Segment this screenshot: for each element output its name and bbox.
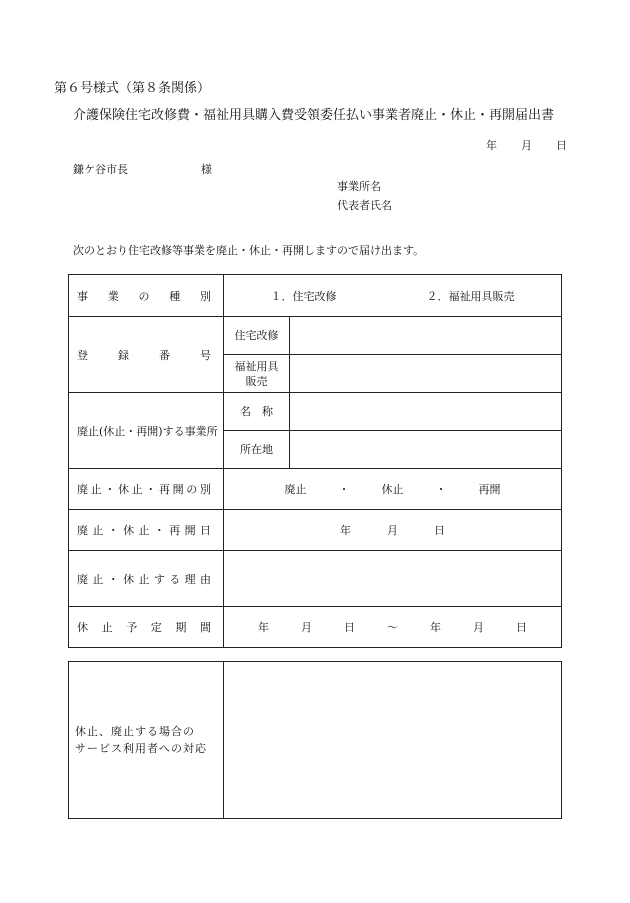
sub-label-location: 所在地 [224, 431, 290, 469]
label-char: 種 [169, 289, 181, 303]
label-char: 止 [92, 572, 104, 586]
row-date [69, 510, 562, 551]
label-period [69, 607, 224, 648]
category-options[interactable] [224, 469, 562, 510]
label-char: 開 [172, 483, 184, 496]
row-registration-1 [69, 317, 562, 355]
input-user-response[interactable] [224, 662, 562, 819]
label-office: 廃止(休止・再開)する事業所 [69, 393, 224, 469]
label-char: 廃 [77, 524, 88, 537]
date-month: 月 [521, 139, 532, 152]
label-char: の [138, 289, 150, 303]
period-start-month: 月 [301, 621, 312, 634]
input-registration-housing[interactable] [290, 317, 562, 355]
input-period[interactable] [224, 607, 562, 648]
label-char: 由 [200, 572, 211, 586]
label-char: 別 [200, 289, 211, 303]
period-start-day: 日 [344, 621, 355, 634]
input-office-name[interactable] [290, 393, 562, 431]
label-char: ・ [107, 524, 119, 537]
label-business-type [69, 275, 224, 317]
submission-date [486, 137, 567, 153]
sub-label-housing: 住宅改修 [224, 317, 290, 355]
label-char: 開 [184, 524, 196, 537]
business-type-options[interactable] [224, 275, 562, 317]
label-char: 予 [126, 621, 138, 634]
label-char: 止 [138, 572, 150, 586]
label-char: 日 [200, 524, 211, 537]
period-end-day: 日 [516, 621, 527, 634]
row-period [69, 607, 562, 648]
date-month: 月 [387, 524, 398, 537]
option-abolish: 廃止 [284, 483, 307, 496]
input-date[interactable] [224, 510, 562, 551]
label-user-response-line1: 休止、廃止する場合の [75, 725, 195, 738]
label-reason [69, 551, 224, 607]
label-date [69, 510, 224, 551]
label-char: 期 [175, 621, 187, 634]
sub-label-welfare-line2: 販売 [245, 374, 268, 388]
input-reason[interactable] [224, 551, 562, 607]
label-char: 業 [107, 289, 119, 303]
label-char: す [153, 572, 165, 586]
period-start-year: 年 [258, 621, 269, 634]
label-registration-number [69, 317, 224, 393]
office-name-label: 事業所名 [337, 180, 381, 193]
label-char: 定 [150, 621, 162, 634]
date-year: 年 [486, 139, 497, 152]
option-housing-renovation: １．住宅改修 [270, 289, 337, 303]
option-suspend: 休止 [381, 483, 404, 496]
label-char: 再 [169, 524, 181, 537]
addressee: 鎌ケ谷市長 [73, 163, 128, 176]
label-char: 休 [77, 621, 88, 634]
date-year: 年 [340, 524, 351, 537]
notice-text: 次のとおり住宅改修等事業を廃止・休止・再開しますので届け出ます。 [73, 244, 425, 257]
label-char: ・ [153, 524, 165, 537]
honorific: 様 [201, 163, 212, 176]
label-char: 号 [200, 348, 211, 362]
notification-table [68, 274, 562, 648]
period-end-year: 年 [430, 621, 441, 634]
sub-label-welfare-line1: 福祉用具 [234, 359, 279, 373]
representative-name-label: 代表者氏名 [337, 199, 392, 212]
label-char: 別 [199, 483, 211, 496]
period-end-month: 月 [473, 621, 484, 634]
label-char: 登 [77, 348, 88, 362]
label-user-response-line2: サービス利用者への対応 [75, 742, 207, 755]
period-tilde: ～ [387, 621, 398, 634]
label-char: ・ [107, 572, 119, 586]
label-char: 休 [123, 524, 135, 537]
row-office-name [69, 393, 562, 431]
row-category [69, 469, 562, 510]
separator: ・ [435, 483, 447, 496]
input-registration-welfare[interactable] [290, 355, 562, 393]
sub-label-welfare [224, 355, 290, 393]
date-day: 日 [556, 139, 567, 152]
label-char: 止 [90, 483, 102, 496]
label-char: る [169, 572, 181, 586]
sub-label-name: 名 称 [224, 393, 290, 431]
label-char: 止 [138, 524, 150, 537]
label-char: 止 [101, 621, 113, 634]
user-response-table [68, 661, 562, 819]
label-char: 理 [184, 572, 196, 586]
row-reason [69, 551, 562, 607]
label-char: 事 [77, 289, 88, 303]
label-char: 休 [123, 572, 135, 586]
label-char: 休 [117, 483, 129, 496]
label-char: ・ [104, 483, 116, 496]
label-char: 廃 [77, 572, 88, 586]
label-char: 間 [199, 621, 211, 634]
input-office-location[interactable] [290, 431, 562, 469]
form-title: 介護保険住宅改修費・福祉用具購入費受領委任払い事業者廃止・休止・再開届出書 [73, 108, 555, 123]
label-char: 番 [159, 348, 170, 362]
form-number: 第６号様式（第８条関係） [54, 81, 211, 96]
label-category [69, 469, 224, 510]
label-char: 録 [118, 348, 129, 362]
row-business-type [69, 275, 562, 317]
label-char: の [186, 483, 198, 496]
label-char: 廃 [77, 483, 88, 496]
date-day: 日 [434, 524, 445, 537]
label-char: ・ [145, 483, 157, 496]
separator: ・ [338, 483, 350, 496]
label-user-response [69, 662, 224, 819]
option-welfare-equipment: ２．福祉用具販売 [426, 289, 515, 303]
label-char: 止 [131, 483, 143, 496]
option-resume: 再開 [478, 483, 501, 496]
label-char: 止 [92, 524, 104, 537]
label-char: 再 [158, 483, 170, 496]
